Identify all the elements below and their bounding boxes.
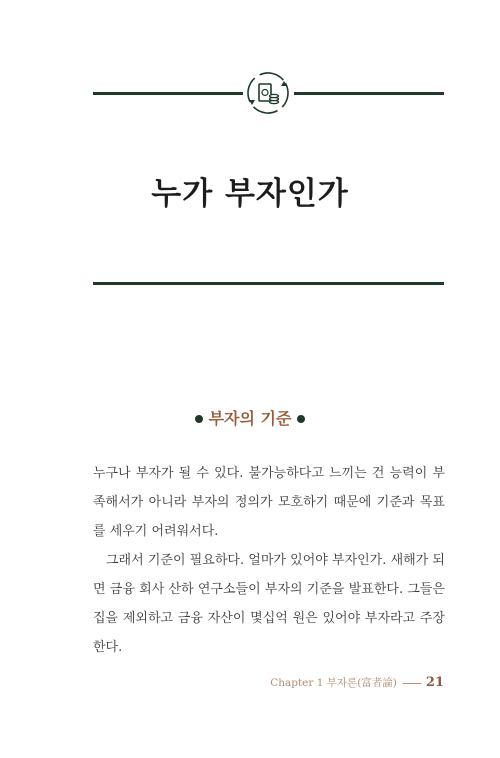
bullet-dot-right-icon <box>297 415 305 423</box>
chapter-title: 누가 부자인가 <box>151 176 349 212</box>
footer-dash <box>403 683 421 684</box>
section-heading <box>0 406 500 429</box>
section-heading-text: 부자의 기준 <box>208 409 292 428</box>
paragraph-1: 누구나 부자가 될 수 있다. 불가능하다고 느끼는 건 능력이 부족해서가 아니라 부자의 정의가 모호하기 때문에 기준과 목표를 세우기 어려워서다. <box>93 466 445 539</box>
top-rule-right <box>294 92 444 95</box>
money-cycle-icon <box>243 68 293 118</box>
body-text <box>93 459 445 662</box>
paragraph-2: 그래서 기준이 필요하다. 얼마가 있어야 부자인가. 새해가 되면 금융 회사 산하 연구소들이 부자의 기준을 발표한다. 그들은 집을 제외하고 금융 자산이 몇십억 원은 있어야 부자라고 주장한다. <box>93 553 445 655</box>
page-footer <box>270 675 444 690</box>
title-bottom-rule <box>93 282 444 285</box>
page-number: 21 <box>425 675 444 690</box>
bullet-dot-left-icon <box>195 415 203 423</box>
footer-chapter-label: Chapter 1 부자론(富者論) <box>270 677 397 689</box>
top-rule-left <box>93 92 243 95</box>
